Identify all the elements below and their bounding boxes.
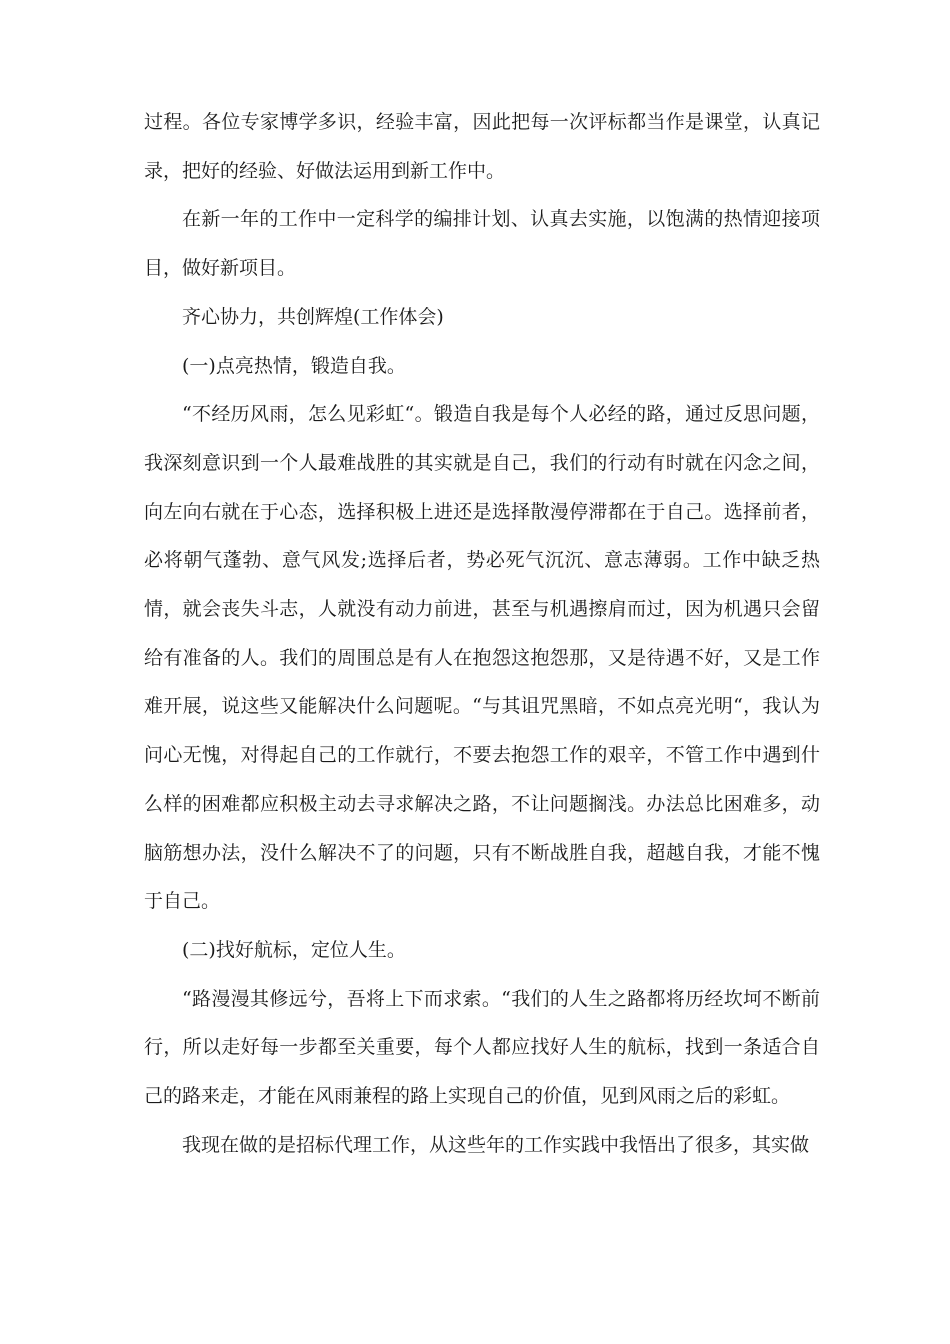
subheading-2: (二)找好航标，定位人生。 <box>182 938 406 961</box>
section-heading: 齐心协力，共创辉煌(工作体会) <box>182 305 444 328</box>
paragraph-4: “路漫漫其修远兮，吾将上下而求索。“我们的人生之路都将历经坎坷不断前行，所以走好每一步都至关重要，每个人都应找好人生的航标，找到一条适合自己的路来走，才能在风雨兼程的路上实现自己的价值，见到风雨之后的彩虹。 <box>144 987 820 1108</box>
paragraph-2: 在新一年的工作中一定科学的编排计划、认真去实施，以饱满的热情迎接项目，做好新项目。 <box>144 208 820 280</box>
subheading-1: (一)点亮热情，锻造自我。 <box>182 354 406 377</box>
paragraph-1: 过程。各位专家博学多识，经验丰富，因此把每一次评标都当作是课堂，认真记录，把好的经验、好做法运用到新工作中。 <box>144 111 820 182</box>
paragraph-5: 我现在做的是招标代理工作，从这些年的工作实践中我悟出了很多，其实做 <box>182 1133 810 1156</box>
paragraph-3: “不经历风雨，怎么见彩虹“。锻造自我是每个人必经的路，通过反思问题，我深刻意识到一个人最难战胜的其实就是自己，我们的行动有时就在闪念之间，向左向右就在于心态，选择积极上进还是选择散漫停滞都在于自己。选择前者，必将朝气蓬勃、意气风发;选择后者，势必死气沉沉、意志薄弱。工作中缺乏热情，就会丧失斗志，人就没有动力前进，甚至与机遇擦肩而过，因为机遇只会留给有准备的人。我们的周围总是有人在抱怨这抱怨那，又是待遇不好，又是工作难开展，说这些又能解决什么问题呢。“与其诅咒黑暗，不如点亮光明“，我认为问心无愧，对得起自己的工作就行，不要去抱怨工作的艰辛，不管工作中遇到什么样的困难都应积极主动去寻求解决之路，不让问题搁浅。办法总比困难多，动脑筋想办法，没什么解决不了的问题，只有不断战胜自我，超越自我，才能不愧于自己。 <box>144 403 820 913</box>
document-body <box>144 98 820 1169</box>
